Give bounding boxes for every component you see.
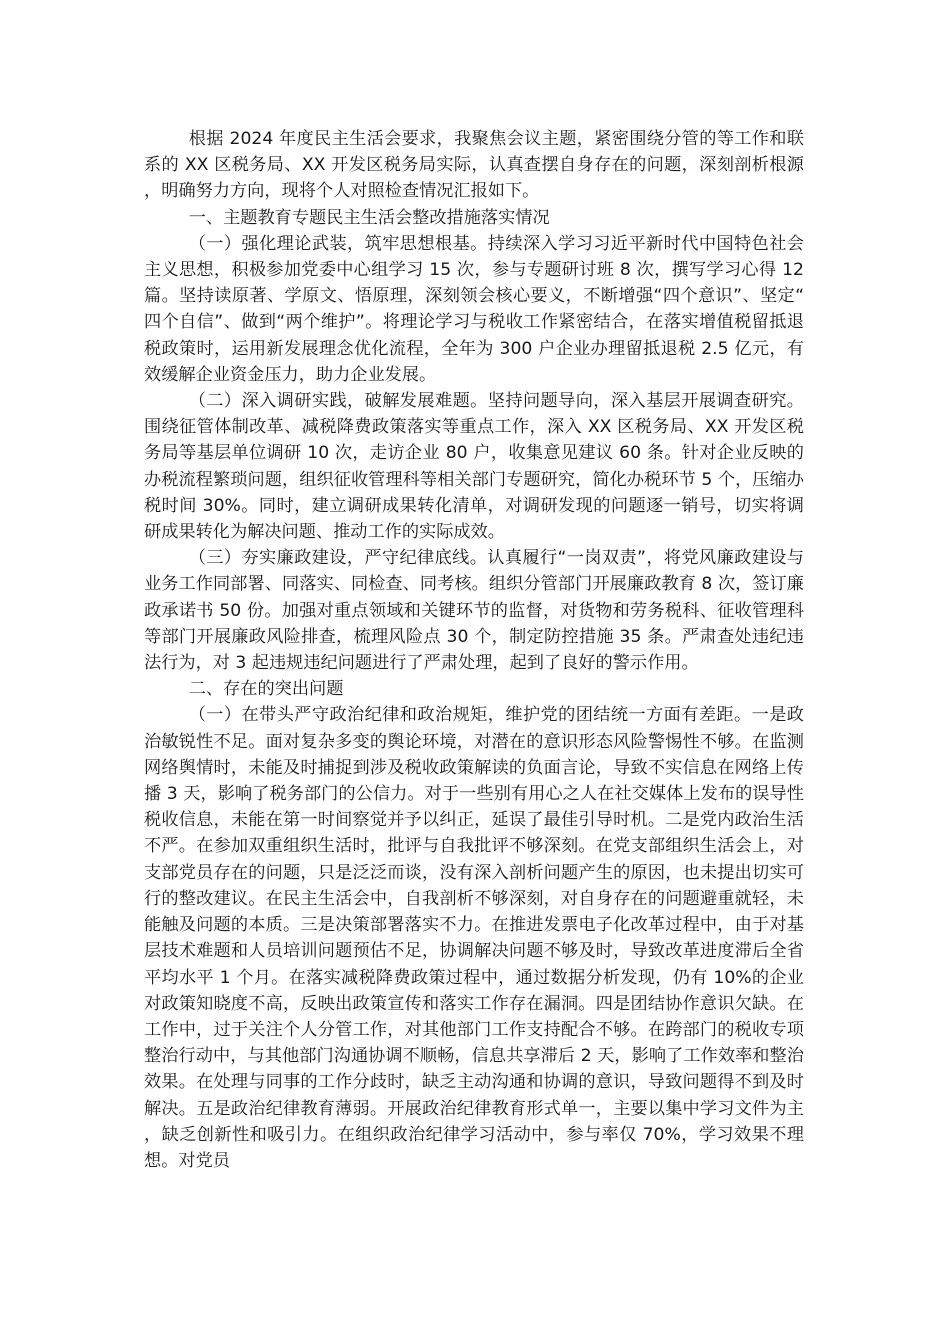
section-1-paragraph-1: （一）强化理论武装，筑牢思想根基。持续深入学习习近平新时代中国特色社会主义思想，积极参加党委中心组学习 15 次，参与专题研讨班 8 次，撰写学习心得 12 篇。坚持读原著、学原文、悟原理，深刻领会核心要义，不断增强“四个意识”、坚定“四个自信”、做到“两个维护”。将理论学习与税收工作紧密结合，在落实增值税留抵退税政策时，运用新发展理念优化流程，全年为 300 户企业办理留抵退税 2.5 亿元，有效缓解企业资金压力，助力企业发展。 [144, 233, 804, 385]
section-2-paragraph-1: （一）在带头严守政治纪律和政治规矩，维护党的团结统一方面有差距。一是政治敏锐性不足。面对复杂多变的舆论环境，对潜在的意识形态风险警惕性不够。在监测网络舆情时，未能及时捕捉到涉及税收政策解读的负面言论，导致不实信息在网络上传播 3 天，影响了税务部门的公信力。对于一些别有用心之人在社交媒体上发布的误导性税收信息，未能在第一时间察觉并予以纠正，延误了最佳引导时机。二是党内政治生活不严。在参加双重组织生活时，批评与自我批评不够深刻。在党支部组织生活会上，对支部党员存在的问题，只是泛泛而谈，没有深入剖析问题产生的原因，也未提出切实可行的整改建议。在民主生活会中，自我剖析不够深刻，对自身存在的问题避重就轻，未能触及问题的本质。三是决策部署落实不力。在推进发票电子化改革过程中，由于对基层技术难题和人员培训问题预估不足，协调解决问题不够及时，导致改革进度滞后全省平均水平 1 个月。在落实减税降费政策过程中，通过数据分析发现，仍有 10%的企业对政策知晓度不高，反映出政策宣传和落实工作存在漏洞。四是团结协作意识欠缺。在工作中，过于关注个人分管工作，对其他部门工作支持配合不够。在跨部门的税收专项整治行动中，与其他部门沟通协调不顺畅，信息共享滞后 2 天，影响了工作效率和整治效果。在处理与同事的工作分歧时，缺乏主动沟通和协调的意识，导致问题得不到及时解决。五是政治纪律教育薄弱。开展政治纪律教育形式单一，主要以集中学习文件为主，缺乏创新性和吸引力。在组织政治纪律学习活动中，参与率仅 70%，学习效果不理想。对党员 [144, 705, 804, 1171]
intro-paragraph: 根据 2024 年度民主生活会要求，我聚焦会议主题，紧密围绕分管的等工作和联系的 XX 区税务局、XX 开发区税务局实际，认真查摆自身存在的问题，深刻剖析根源，明确努力方向，现将个人对照检查情况汇报如下。 [144, 129, 804, 202]
section-1-heading: 一、主题教育专题民主生活会整改措施落实情况 [188, 207, 550, 228]
section-1-paragraph-3: （三）夯实廉政建设，严守纪律底线。认真履行“一岗双责”，将党风廉政建设与业务工作同部署、同落实、同检查、同考核。组织分管部门开展廉政教育 8 次，签订廉政承诺书 50 份。加强对重点领域和关键环节的监督，对货物和劳务税科、征收管理科等部门开展廉政风险排查，梳理风险点 30 个，制定防控措施 35 条。严肃查处违纪违法行为，对 3 起违规违纪问题进行了严肃处理，起到了良好的警示作用。 [144, 548, 804, 674]
section-1-paragraph-2: （二）深入调研实践，破解发展难题。坚持问题导向，深入基层开展调查研究。围绕征管体制改革、减税降费政策落实等重点工作，深入 XX 区税务局、XX 开发区税务局等基层单位调研 10 次，走访企业 80 户，收集意见建议 60 条。针对企业反映的办税流程繁琐问题，组织征收管理科等相关部门专题研究，简化办税环节 5 个，压缩办税时间 30%。同时，建立调研成果转化清单，对调研发现的问题逐一销号，切实将调研成果转化为解决问题、推动工作的实际成效。 [144, 391, 804, 543]
section-2-heading: 二、存在的突出问题 [188, 679, 344, 700]
document-body [144, 126, 804, 1174]
